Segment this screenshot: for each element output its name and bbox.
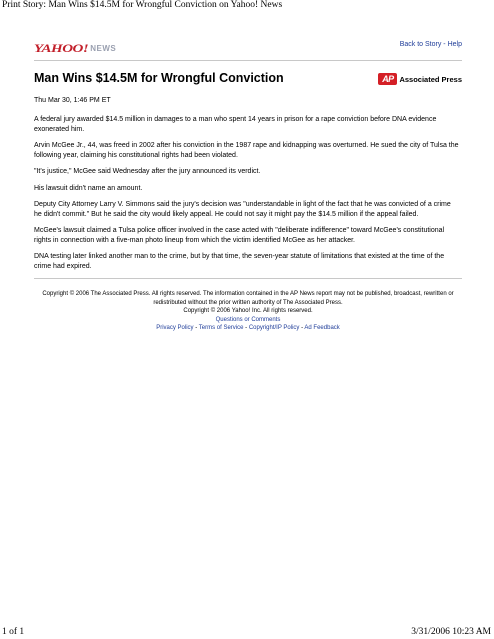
yahoo-copyright-notice: Copyright © 2006 Yahoo! Inc. All rights reserved. bbox=[183, 308, 313, 314]
footer-separator: - bbox=[193, 325, 199, 331]
article-paragraph: Arvin McGee Jr., 44, was freed in 2002 after his conviction in the 1987 rape and kidnapping was overturned. He sued the city of Tulsa the following year, claiming his constitutional rights had been violated. bbox=[34, 142, 459, 159]
ap-mark-icon: AP bbox=[378, 73, 397, 85]
article-date: Thu Mar 30, 1:46 PM ET bbox=[34, 97, 111, 104]
ap-copyright-notice: Copyright © 2006 The Associated Press. All rights reserved. The information contained in the AP News report may not be published, broadcast, rewritten or redistributed without the prior written authority of The Associated Press. bbox=[42, 291, 454, 306]
ap-logo bbox=[378, 73, 462, 85]
help-link[interactable]: Help bbox=[447, 41, 462, 48]
article-body bbox=[34, 115, 460, 271]
footer-separator: - bbox=[299, 325, 305, 331]
footer-separator: - bbox=[243, 325, 249, 331]
print-page-number: 1 of 1 bbox=[2, 627, 25, 637]
article-paragraph: "It's justice," McGee said Wednesday after the jury announced its verdict. bbox=[34, 168, 261, 175]
terms-of-service-link[interactable]: Terms of Service bbox=[198, 325, 244, 331]
article-page bbox=[34, 30, 462, 333]
yahoo-logo-text: YAHOO! bbox=[34, 42, 89, 55]
footer-divider bbox=[34, 278, 462, 279]
yahoo-news-logo[interactable] bbox=[34, 40, 116, 54]
news-logo-text: NEWS bbox=[90, 44, 117, 53]
title-row bbox=[34, 61, 462, 95]
back-to-story-link[interactable]: Back to Story bbox=[399, 41, 442, 48]
article-title: Man Wins $14.5M for Wrongful Conviction bbox=[34, 71, 284, 85]
top-links-separator: - bbox=[441, 41, 448, 48]
print-header: Print Story: Man Wins $14.5M for Wrongful Conviction on Yahoo! News bbox=[2, 0, 283, 10]
page-footer bbox=[34, 285, 462, 333]
top-links bbox=[400, 41, 462, 48]
article-paragraph: DNA testing later linked another man to the crime, but by that time, the seven-year statute of limitations that existed at the time of the crime had expired. bbox=[34, 253, 445, 270]
article-paragraph: A federal jury awarded $14.5 million in damages to a man who spent 14 years in prison for a rape conviction before DNA evidence exonerated him. bbox=[34, 116, 437, 133]
article-paragraph: Deputy City Attorney Larry V. Simmons said the jury's decision was "understandable in light of the fact that he was convicted of a crime he didn't commit." But he said the city would likely appeal. He could not say it might pay the $14.5 million if the appeal failed. bbox=[34, 201, 451, 218]
top-bar bbox=[34, 30, 462, 60]
copyright-ip-policy-link[interactable]: Copyright/IP Policy bbox=[248, 325, 300, 331]
privacy-policy-link[interactable]: Privacy Policy bbox=[156, 325, 194, 331]
ad-feedback-link[interactable]: Ad Feedback bbox=[304, 325, 340, 331]
ap-source-label: Associated Press bbox=[399, 74, 462, 84]
questions-comments-link[interactable]: Questions or Comments bbox=[215, 316, 281, 323]
print-timestamp: 3/31/2006 10:23 AM bbox=[411, 627, 491, 637]
article-paragraph: McGee's lawsuit claimed a Tulsa police officer involved in the case acted with "deliberate indifference" toward McGee's constitutional rights in connection with a five-man photo lineup from which the victim identified McGee as her attacker. bbox=[34, 227, 445, 244]
article-paragraph: His lawsuit didn't name an amount. bbox=[34, 184, 143, 192]
